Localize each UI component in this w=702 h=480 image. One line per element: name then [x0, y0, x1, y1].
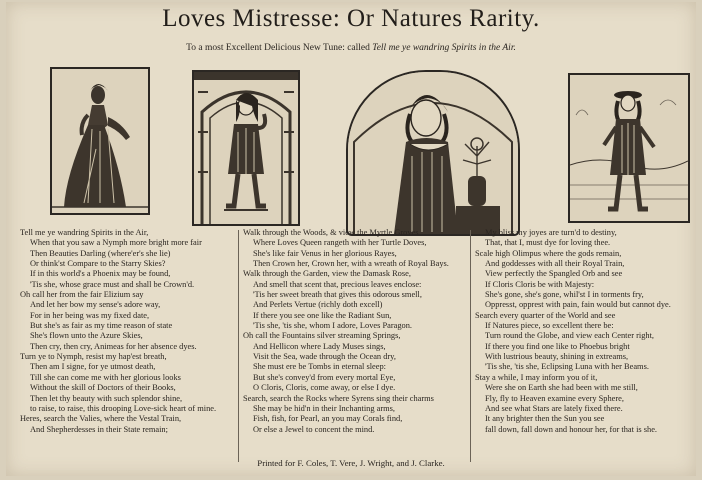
- printer-imprint: Printed for F. Coles, T. Vere, J. Wright, and J. Clarke.: [257, 458, 445, 468]
- verse-line: And Shepherdesses in their State remain;: [30, 424, 168, 434]
- woodcut-gentleman-arch: [192, 70, 300, 226]
- verse-line: Search, search the Rocks where Syrens sing their charms: [243, 393, 434, 403]
- verse-line: 'Tis her sweet breath that gives this odorous smell,: [253, 290, 422, 300]
- verse-line: She must ere be Tombs in eternal sleep:: [253, 362, 386, 372]
- verse-line: Heres, search the Valies, where the Vestal Train,: [20, 414, 182, 424]
- verse-column-3: [475, 228, 691, 435]
- verse-line: That, that I, must dye for loving thee.: [485, 238, 611, 248]
- subtitle-tune: Tell me ye wandring Spirits in the Air.: [372, 43, 516, 53]
- verse-line: fall down, fall down and honour her, for that is she.: [485, 424, 658, 434]
- woodcut-woman: [50, 67, 150, 215]
- verse-line: Were she on Earth she had been with me still,: [485, 383, 638, 393]
- verse-column-2: [243, 228, 467, 435]
- verse-line: View perfectly the Spangled Orb and see: [485, 269, 623, 279]
- verse-line: And let her bow my sense's adore way,: [30, 300, 161, 310]
- verse-line: If there you see one like the Radiant Sun,: [253, 310, 392, 320]
- verse-line: Then let thy beauty with such splendor shine,: [30, 393, 183, 403]
- verse-line: If Cloris Cloris be with Majesty:: [485, 279, 595, 289]
- ballad-subtitle: [0, 43, 702, 53]
- verse-line: For in her being was my fixed date,: [30, 310, 150, 320]
- verse-line: to raise, to raise, this drooping Love-sick heart of mine.: [30, 403, 217, 413]
- verse-line: It any brighter then the Sun you see: [485, 414, 605, 424]
- verse-line: Fly, fly to Heaven examine every Sphere,: [485, 393, 624, 403]
- verse-line: Till she can come me with her glorious looks: [30, 372, 181, 382]
- verse-line: 'Tis she, whose grace must and shall be Crown'd.: [30, 279, 195, 289]
- lady-oval-illustration: [348, 72, 518, 234]
- verse-line: And smell that scent that, precious leaves enclose:: [253, 279, 422, 289]
- verse-line: Fish, fish, for Pearl, an you may Corals find,: [253, 414, 403, 424]
- verse-line: My bliss my joyes are turn'd to destiny,: [485, 228, 617, 237]
- verse-line: 'Tis she, 'tis she, Eclipsing Luna with her Beams.: [485, 362, 649, 372]
- verse-line: With lustrious beauty, shining in extreams,: [485, 352, 629, 362]
- verse-line: Oppresst, opprest with pain, fain would but cannot dye.: [485, 300, 671, 310]
- verse-line: And goddesses with all their Royal Train,: [485, 259, 625, 269]
- verse-line: Then Crown her, Crown her, with a wreath of Royal Bays.: [253, 259, 449, 269]
- verse-line: Turn round the Globe, and view each Center right,: [485, 331, 655, 341]
- ballad-title: Loves Mistresse: Or Natures Rarity.: [162, 5, 540, 32]
- verse-line: Turn ye to Nymph, resist my hap'est breath,: [20, 352, 167, 362]
- verse-line: She's flown unto the Azure Skies,: [30, 331, 143, 341]
- verse-line: Then Beauties Darling (where'er's she lie): [30, 248, 171, 258]
- verse-line: But she's convey'd from every mortal Eye,: [253, 372, 396, 382]
- verse-line: Stay a while, I may inform you of it,: [475, 372, 598, 382]
- verse-line: If there you find one like to Phoebus bright: [485, 341, 630, 351]
- verse-line: She may be hid'n in their Inchanting arms,: [253, 403, 395, 413]
- woodcut-gentleman-landscape: [568, 73, 690, 223]
- verse-line: If Natures piece, so excellent there be:: [485, 321, 614, 331]
- verse-line: Then am I signe, for ye utmost death,: [30, 362, 156, 372]
- woodcut-lady-oval: [346, 70, 520, 236]
- verse-line: Where Loves Queen rangeth with her Turtle Doves,: [253, 238, 427, 248]
- verse-line: Walk through the Woods, & view the Myrtle Groves: [243, 228, 419, 237]
- verse-line: If in this world's a Phoenix may be found,: [30, 269, 171, 279]
- verse-line: When that you saw a Nymph more bright more fair: [30, 238, 202, 248]
- verse-line: Tell me ye wandring Spirits in the Air,: [20, 228, 149, 237]
- gentleman-landscape-illustration: [570, 75, 688, 221]
- woman-figure-illustration: [52, 69, 148, 213]
- verse-line: 'Tis she, 'tis she, whom I adore, Loves Paragon.: [253, 321, 413, 331]
- verse-line: She's gone, she's gone, whil'st I in torments fry,: [485, 290, 644, 300]
- column-rule-right: [470, 230, 471, 462]
- gentleman-arch-illustration: [194, 72, 298, 224]
- verse-line: Search every quarter of the World and see: [475, 310, 616, 320]
- verse-line: And see what Stars are lately fixed there.: [485, 403, 623, 413]
- verse-column-1: [20, 228, 235, 435]
- verse-line: Scale high Olimpus where the gods remain,: [475, 248, 622, 258]
- verse-line: Oh call her from the fair Elizium say: [20, 290, 144, 300]
- verse-line: Walk through the Garden, view the Damask Rose,: [243, 269, 411, 279]
- subtitle-prefix: To a most Excellent Delicious New Tune: called: [186, 43, 373, 53]
- verse-line: And Hellicon where Lady Muses sings,: [253, 341, 386, 351]
- verse-line: She's like fair Venus in her glorious Rayes,: [253, 248, 397, 258]
- column-rule-left: [238, 230, 239, 462]
- verse-line: Or think'st Compare to the Starry Skies?: [30, 259, 166, 269]
- verse-line: Oh call the Fountains silver streaming Springs,: [243, 331, 401, 341]
- verse-line: Visit the Sea, wade through the Ocean dry,: [253, 352, 396, 362]
- verse-line: Then cry, then cry, Animeas for her absence dyes.: [30, 341, 197, 351]
- verse-line: O Cloris, Cloris, come away, or else I dye.: [253, 383, 396, 393]
- verse-line: Without the skill of Doctors of their Books,: [30, 383, 176, 393]
- verse-line: And Perlets Vertue (richly doth excell): [253, 300, 383, 310]
- verse-line: Or else a Jewel to concent the mind.: [253, 424, 375, 434]
- verse-line: But she's as fair as my time reason of state: [30, 321, 173, 331]
